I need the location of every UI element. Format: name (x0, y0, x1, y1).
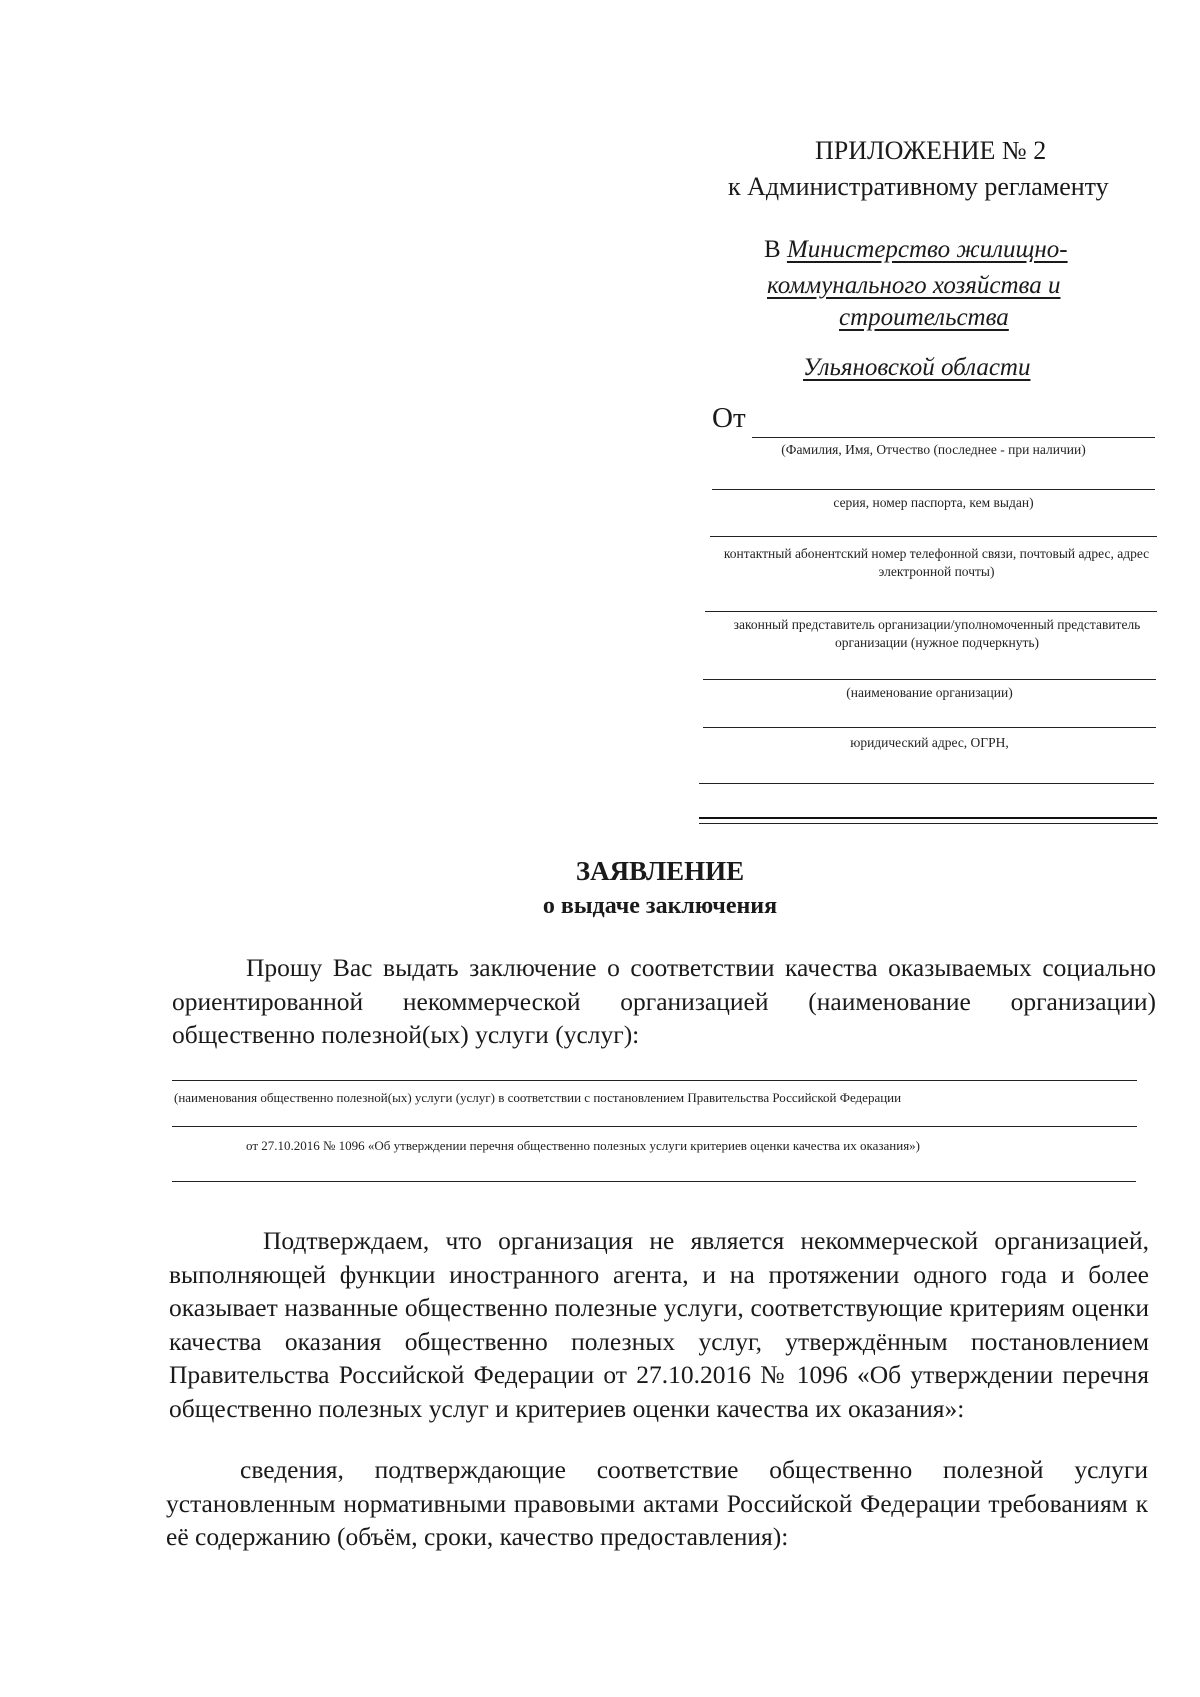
caption-full-name: (Фамилия, Имя, Отчество (последнее - при наличии) (781, 442, 1086, 457)
confirmation-text: Подтверждаем, что организация не является некоммерческой организацией, выполняющей функции иностранного агента, и на протяжении одного года и более оказывает названные общественно полезные услуги, соответствующие критериям оценки качества оказания общественно полезных услуг, утверждённым постановлением Правительства Российской Федерации от 27.10.2016 № 1096 «Об утверждении перечня общественно полезных услуг и критериев оценки качества их оказания»: (169, 1226, 1149, 1423)
request-text: Прошу Вас выдать заключение о соответствии качества оказываемых социально ориентированной некоммерческой организацией (наименование организации) общественно полезной(ых) услуги (услуг): (172, 953, 1156, 1049)
blank-field-line-2 (699, 817, 1157, 819)
recipient-line-2: коммунального хозяйства и (767, 272, 1061, 299)
blank-field-line-3 (699, 823, 1158, 824)
caption-organization: (наименование организации) (846, 685, 1013, 700)
appendix-title: ПРИЛОЖЕНИЕ № 2 (815, 136, 1047, 165)
request-paragraph (172, 951, 1156, 1052)
document-subtitle: о выдаче заключения (542, 893, 778, 919)
services-field-line-3 (172, 1181, 1136, 1182)
caption-address: юридический адрес, ОГРН, (850, 735, 1009, 750)
name-field-line (752, 437, 1155, 438)
recipient-line-3: строительства (839, 304, 1009, 331)
service-info-paragraph (166, 1453, 1148, 1554)
blank-field-line-1 (699, 783, 1154, 784)
contacts-field-line (710, 536, 1157, 537)
services-note-1: (наименования общественно полезной(ых) услуги (услуг) в соответствии с постановлением Правительства Российской Федерации (174, 1090, 902, 1105)
caption-representative: законный представитель организации/уполномоченный представитель организации (нужное подчеркнуть) (733, 617, 1141, 650)
passport-field-line (712, 489, 1155, 490)
regulation-reference: к Административному регламенту (728, 172, 1109, 201)
address-field-line (703, 727, 1156, 728)
caption-contacts: контактный абонентский номер телефонной связи, почтовый адрес, адрес электронной почты) (723, 546, 1150, 579)
from-label: От (712, 402, 746, 434)
caption-passport: серия, номер паспорта, кем выдан) (833, 495, 1034, 510)
services-field-line-1 (172, 1080, 1137, 1081)
service-info-text: сведения, подтверждающие соответствие общественно полезной услуги установленным нормативными правовыми актами Российской Федерации требованиям к её содержанию (объём, сроки, качество предоставления): (166, 1455, 1148, 1551)
document-title: ЗАЯВЛЕНИЕ (575, 856, 745, 886)
organization-field-line (703, 679, 1156, 680)
services-note-2: от 27.10.2016 № 1096 «Об утверждении перечня общественно полезных услуги критериев оценки качества их оказания») (246, 1138, 921, 1153)
confirmation-paragraph (169, 1224, 1149, 1425)
recipient-prefix: В (764, 236, 781, 263)
recipient-line-4: Ульяновской области (803, 354, 1031, 381)
services-field-line-2 (172, 1126, 1137, 1127)
recipient-line-1: Министерство жилищно- (786, 236, 1068, 263)
representative-field-line (705, 611, 1157, 612)
